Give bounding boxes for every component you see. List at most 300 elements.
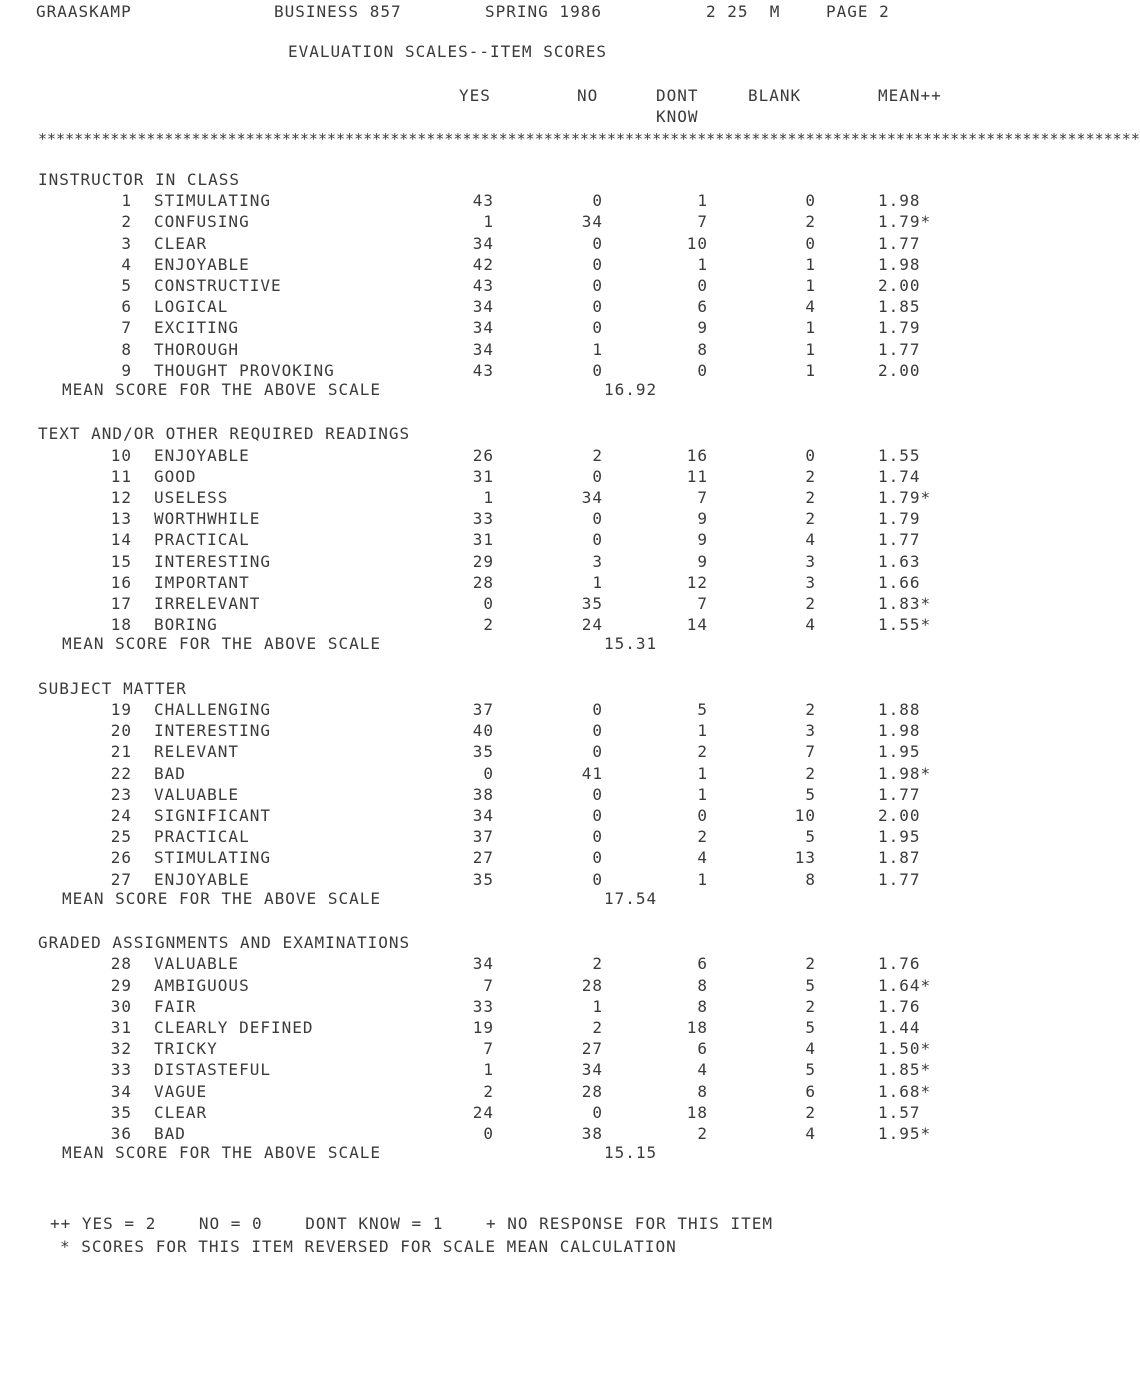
blank-count: 6 (805, 1081, 816, 1101)
dont-know-count: 2 (697, 827, 708, 847)
item-number: 11 (110, 466, 132, 486)
table-row (0, 254, 1061, 275)
blank-count: 0 (805, 233, 816, 253)
item-number: 32 (110, 1039, 132, 1059)
mean-score: 1.57 (878, 1102, 921, 1122)
item-number: 28 (110, 954, 132, 974)
item-number: 8 (121, 339, 132, 359)
yes-count: 31 (472, 466, 494, 486)
scale-mean-label: MEAN SCORE FOR THE ABOVE SCALE (62, 634, 381, 654)
mean-score: 1.77 (878, 339, 921, 359)
blank-count: 2 (805, 488, 816, 507)
item-label: VALUABLE (154, 784, 240, 804)
mean-score: 1.79* (878, 488, 932, 507)
table-row (0, 190, 1061, 211)
blank-count: 5 (805, 827, 816, 847)
table-row (0, 975, 1061, 996)
item-label: ENJOYABLE (154, 869, 250, 889)
yes-count: 19 (472, 1018, 494, 1037)
dont-know-count: 18 (686, 1102, 708, 1122)
item-number: 14 (110, 530, 132, 550)
no-count: 0 (592, 742, 603, 762)
section-title-text: TEXT AND/OR OTHER REQUIRED READINGS (38, 424, 411, 444)
no-count: 0 (592, 784, 603, 804)
yes-count: 34 (472, 233, 494, 253)
col-mean: MEAN++ (878, 86, 942, 105)
yes-count: 37 (472, 700, 494, 719)
dont-know-count: 14 (686, 615, 708, 635)
item-number: 2 (121, 212, 132, 232)
report-title: EVALUATION SCALES--ITEM SCORES (288, 42, 607, 61)
table-row (0, 233, 1061, 254)
mean-score: 1.77 (878, 869, 921, 889)
header-term: SPRING 1986 (485, 2, 602, 21)
yes-count: 1 (483, 1060, 494, 1080)
table-row (0, 1081, 1061, 1102)
mean-score: 1.95 (878, 827, 921, 847)
item-number: 26 (110, 848, 132, 868)
dont-know-count: 0 (697, 276, 708, 295)
no-count: 0 (592, 700, 603, 719)
yes-count: 34 (472, 339, 494, 359)
table-row (0, 784, 1061, 805)
mean-score: 1.77 (878, 784, 921, 804)
blank-count: 3 (805, 721, 816, 741)
item-label: STIMULATING (154, 848, 271, 868)
blank-count: 2 (805, 763, 816, 783)
table-row (0, 1017, 1061, 1038)
blank-count: 5 (805, 975, 816, 995)
item-number: 6 (121, 297, 132, 317)
blank-count: 3 (805, 551, 816, 571)
item-label: LOGICAL (154, 297, 229, 317)
dont-know-count: 7 (697, 212, 708, 232)
item-label: SIGNIFICANT (154, 806, 271, 825)
no-count: 34 (581, 1060, 603, 1080)
table-row (0, 1059, 1061, 1080)
mean-score: 1.98 (878, 721, 921, 741)
scale-mean-value: 16.92 (604, 380, 658, 399)
mean-score: 1.77 (878, 530, 921, 550)
header-code: 2 25 M (706, 2, 781, 21)
dont-know-count: 1 (697, 254, 708, 274)
item-label: CLEAR (154, 1102, 208, 1122)
item-label: CLEAR (154, 233, 208, 253)
no-count: 1 (592, 996, 603, 1016)
footnote-legend: ++ YES = 2 NO = 0 DONT KNOW = 1 + NO RESPONSE FOR THIS ITEM (50, 1214, 774, 1233)
mean-score: 1.68* (878, 1081, 932, 1101)
section-title-text: GRADED ASSIGNMENTS AND EXAMINATIONS (38, 933, 411, 953)
item-number: 23 (110, 784, 132, 804)
blank-count: 5 (805, 1018, 816, 1037)
no-count: 0 (592, 318, 603, 338)
mean-score: 1.95 (878, 742, 921, 762)
item-number: 12 (110, 488, 132, 507)
item-number: 21 (110, 742, 132, 762)
item-number: 1 (121, 191, 132, 211)
item-number: 35 (110, 1102, 132, 1122)
col-blank: BLANK (748, 86, 802, 105)
yes-count: 43 (472, 191, 494, 211)
mean-score: 1.77 (878, 233, 921, 253)
no-count: 41 (581, 763, 603, 783)
col-know: KNOW (656, 107, 699, 126)
no-count: 1 (592, 339, 603, 359)
blank-count: 2 (805, 996, 816, 1016)
item-label: DISTASTEFUL (154, 1060, 271, 1080)
item-number: 25 (110, 827, 132, 847)
no-count: 0 (592, 509, 603, 529)
yes-count: 1 (483, 212, 494, 232)
mean-score: 1.79 (878, 318, 921, 338)
item-label: BAD (154, 1124, 186, 1143)
item-label: PRACTICAL (154, 530, 250, 550)
yes-count: 40 (472, 721, 494, 741)
no-count: 2 (592, 445, 603, 465)
no-count: 35 (581, 594, 603, 613)
mean-score: 1.87 (878, 848, 921, 868)
blank-count: 10 (794, 806, 816, 825)
item-label: ENJOYABLE (154, 254, 250, 274)
no-count: 0 (592, 848, 603, 868)
table-row (0, 317, 1061, 338)
item-label: CLEARLY DEFINED (154, 1018, 314, 1037)
mean-score: 1.88 (878, 700, 921, 719)
mean-score: 1.83* (878, 594, 932, 613)
table-row (0, 572, 1061, 593)
table-row (0, 466, 1061, 487)
table-row (0, 296, 1061, 317)
item-label: INTERESTING (154, 551, 271, 571)
yes-count: 7 (483, 1039, 494, 1059)
dont-know-count: 7 (697, 594, 708, 613)
table-row (0, 1123, 1061, 1144)
mean-score: 1.79 (878, 509, 921, 529)
blank-count: 13 (794, 848, 816, 868)
mean-score: 1.64* (878, 975, 932, 995)
yes-count: 2 (483, 615, 494, 635)
item-number: 30 (110, 996, 132, 1016)
section-title-text: INSTRUCTOR IN CLASS (38, 170, 241, 189)
no-count: 0 (592, 1102, 603, 1122)
item-number: 27 (110, 869, 132, 889)
scale-mean-row (0, 633, 1061, 654)
dont-know-count: 2 (697, 1124, 708, 1143)
item-number: 9 (121, 360, 132, 380)
mean-score: 1.55* (878, 615, 932, 635)
no-count: 28 (581, 1081, 603, 1101)
dont-know-count: 8 (697, 975, 708, 995)
mean-score: 1.50* (878, 1039, 932, 1059)
item-number: 20 (110, 721, 132, 741)
item-number: 7 (121, 318, 132, 338)
item-number: 34 (110, 1081, 132, 1101)
blank-count: 1 (805, 276, 816, 295)
yes-count: 33 (472, 509, 494, 529)
blank-count: 1 (805, 360, 816, 380)
blank-count: 4 (805, 297, 816, 317)
item-label: THOROUGH (154, 339, 240, 359)
no-count: 0 (592, 297, 603, 317)
item-label: THOUGHT PROVOKING (154, 360, 335, 380)
table-row (0, 869, 1061, 890)
table-row (0, 593, 1061, 614)
dont-know-count: 9 (697, 509, 708, 529)
dont-know-count: 2 (697, 742, 708, 762)
item-number: 29 (110, 975, 132, 995)
mean-score: 1.55 (878, 445, 921, 465)
no-count: 34 (581, 212, 603, 232)
no-count: 38 (581, 1124, 603, 1143)
item-label: CONFUSING (154, 212, 250, 232)
item-label: VAGUE (154, 1081, 208, 1101)
yes-count: 27 (472, 848, 494, 868)
table-row (0, 1038, 1061, 1059)
yes-count: 35 (472, 742, 494, 762)
table-row (0, 508, 1061, 529)
table-row (0, 275, 1061, 296)
yes-count: 34 (472, 954, 494, 974)
item-number: 22 (110, 763, 132, 783)
table-row (0, 614, 1061, 635)
item-label: IMPORTANT (154, 572, 250, 592)
dont-know-count: 1 (697, 784, 708, 804)
yes-count: 29 (472, 551, 494, 571)
table-row (0, 1102, 1061, 1123)
header-page: PAGE 2 (826, 2, 890, 21)
dont-know-count: 6 (697, 954, 708, 974)
dont-know-count: 8 (697, 996, 708, 1016)
no-count: 0 (592, 869, 603, 889)
item-number: 36 (110, 1124, 132, 1143)
blank-count: 2 (805, 466, 816, 486)
yes-count: 24 (472, 1102, 494, 1122)
table-row (0, 529, 1061, 550)
blank-count: 1 (805, 339, 816, 359)
no-count: 2 (592, 954, 603, 974)
table-row (0, 720, 1061, 741)
no-count: 27 (581, 1039, 603, 1059)
blank-count: 2 (805, 212, 816, 232)
item-label: RELEVANT (154, 742, 240, 762)
item-label: STIMULATING (154, 191, 271, 211)
blank-count: 2 (805, 594, 816, 613)
blank-count: 2 (805, 509, 816, 529)
dont-know-count: 5 (697, 700, 708, 719)
table-row (0, 551, 1061, 572)
blank-count: 1 (805, 318, 816, 338)
yes-count: 43 (472, 360, 494, 380)
dont-know-count: 1 (697, 721, 708, 741)
no-count: 28 (581, 975, 603, 995)
blank-count: 5 (805, 1060, 816, 1080)
scale-mean-value: 15.15 (604, 1143, 658, 1163)
table-row (0, 741, 1061, 762)
mean-score: 1.98 (878, 191, 921, 211)
no-count: 34 (581, 488, 603, 507)
mean-score: 2.00 (878, 806, 921, 825)
scale-mean-label: MEAN SCORE FOR THE ABOVE SCALE (62, 380, 381, 399)
mean-score: 1.76 (878, 996, 921, 1016)
scale-mean-value: 17.54 (604, 888, 658, 908)
no-count: 0 (592, 191, 603, 211)
yes-count: 34 (472, 318, 494, 338)
no-count: 0 (592, 721, 603, 741)
no-count: 0 (592, 254, 603, 274)
dont-know-count: 0 (697, 806, 708, 825)
dont-know-count: 4 (697, 848, 708, 868)
blank-count: 0 (805, 445, 816, 465)
dont-know-count: 1 (697, 869, 708, 889)
blank-count: 1 (805, 254, 816, 274)
yes-count: 28 (472, 572, 494, 592)
dont-know-count: 9 (697, 318, 708, 338)
scale-mean-label: MEAN SCORE FOR THE ABOVE SCALE (62, 1143, 381, 1163)
item-label: WORTHWHILE (154, 509, 261, 529)
separator-line: ************************************************************************************************************************** (38, 130, 1140, 148)
item-label: PRACTICAL (154, 827, 250, 847)
item-number: 5 (121, 276, 132, 295)
item-number: 10 (110, 445, 132, 465)
dont-know-count: 18 (686, 1018, 708, 1037)
no-count: 1 (592, 572, 603, 592)
yes-count: 0 (483, 594, 494, 613)
yes-count: 31 (472, 530, 494, 550)
yes-count: 7 (483, 975, 494, 995)
item-number: 33 (110, 1060, 132, 1080)
item-number: 13 (110, 509, 132, 529)
dont-know-count: 0 (697, 360, 708, 380)
dont-know-count: 4 (697, 1060, 708, 1080)
blank-count: 4 (805, 530, 816, 550)
mean-score: 1.98 (878, 254, 921, 274)
table-row (0, 996, 1061, 1017)
mean-score: 1.76 (878, 954, 921, 974)
table-row (0, 339, 1061, 360)
yes-count: 33 (472, 996, 494, 1016)
mean-score: 2.00 (878, 276, 921, 295)
yes-count: 43 (472, 276, 494, 295)
table-row (0, 487, 1061, 508)
yes-count: 2 (483, 1081, 494, 1101)
blank-count: 4 (805, 1124, 816, 1143)
table-row (0, 699, 1061, 720)
blank-count: 2 (805, 954, 816, 974)
blank-count: 2 (805, 1102, 816, 1122)
mean-score: 1.85* (878, 1060, 932, 1080)
col-yes: YES (459, 86, 491, 105)
blank-count: 0 (805, 191, 816, 211)
yes-count: 38 (472, 784, 494, 804)
no-count: 0 (592, 530, 603, 550)
mean-score: 1.79* (878, 212, 932, 232)
table-row (0, 360, 1061, 381)
scale-mean-label: MEAN SCORE FOR THE ABOVE SCALE (62, 888, 381, 908)
yes-count: 1 (483, 488, 494, 507)
table-row (0, 953, 1061, 974)
yes-count: 34 (472, 806, 494, 825)
yes-count: 35 (472, 869, 494, 889)
item-number: 24 (110, 806, 132, 825)
dont-know-count: 8 (697, 1081, 708, 1101)
no-count: 0 (592, 806, 603, 825)
dont-know-count: 1 (697, 191, 708, 211)
dont-know-count: 16 (686, 445, 708, 465)
item-label: GOOD (154, 466, 197, 486)
scale-mean-row (0, 1142, 1061, 1163)
dont-know-count: 9 (697, 530, 708, 550)
item-number: 16 (110, 572, 132, 592)
item-label: CHALLENGING (154, 700, 271, 719)
dont-know-count: 10 (686, 233, 708, 253)
item-number: 15 (110, 551, 132, 571)
table-row (0, 763, 1061, 784)
yes-count: 37 (472, 827, 494, 847)
dont-know-count: 8 (697, 339, 708, 359)
mean-score: 1.95* (878, 1124, 932, 1143)
col-dont: DONT (656, 86, 699, 105)
dont-know-count: 12 (686, 572, 708, 592)
item-label: BAD (154, 763, 186, 783)
yes-count: 0 (483, 1124, 494, 1143)
dont-know-count: 7 (697, 488, 708, 507)
item-number: 31 (110, 1018, 132, 1037)
section-title-text: SUBJECT MATTER (38, 678, 187, 698)
mean-score: 1.85 (878, 297, 921, 317)
scale-mean-row (0, 888, 1061, 909)
no-count: 0 (592, 466, 603, 486)
dont-know-count: 9 (697, 551, 708, 571)
no-count: 3 (592, 551, 603, 571)
item-label: IRRELEVANT (154, 594, 261, 613)
no-count: 0 (592, 233, 603, 253)
item-number: 18 (110, 615, 132, 635)
no-count: 0 (592, 827, 603, 847)
blank-count: 8 (805, 869, 816, 889)
item-label: INTERESTING (154, 721, 271, 741)
mean-score: 1.44 (878, 1018, 921, 1037)
mean-score: 2.00 (878, 360, 921, 380)
blank-count: 4 (805, 1039, 816, 1059)
no-count: 0 (592, 360, 603, 380)
item-number: 17 (110, 594, 132, 613)
item-label: TRICKY (154, 1039, 218, 1059)
mean-score: 1.63 (878, 551, 921, 571)
blank-count: 3 (805, 572, 816, 592)
item-label: BORING (154, 615, 218, 635)
col-no: NO (577, 86, 599, 105)
item-label: VALUABLE (154, 954, 240, 974)
item-number: 3 (121, 233, 132, 253)
table-row (0, 826, 1061, 847)
yes-count: 0 (483, 763, 494, 783)
mean-score: 1.74 (878, 466, 921, 486)
item-label: USELESS (154, 488, 229, 507)
item-label: EXCITING (154, 318, 240, 338)
yes-count: 34 (472, 297, 494, 317)
item-number: 4 (121, 254, 132, 274)
dont-know-count: 1 (697, 763, 708, 783)
blank-count: 7 (805, 742, 816, 762)
yes-count: 42 (472, 254, 494, 274)
yes-count: 26 (472, 445, 494, 465)
dont-know-count: 11 (686, 466, 708, 486)
table-row (0, 847, 1061, 868)
table-row (0, 211, 1061, 232)
item-label: CONSTRUCTIVE (154, 276, 282, 295)
no-count: 0 (592, 276, 603, 295)
no-count: 24 (581, 615, 603, 635)
